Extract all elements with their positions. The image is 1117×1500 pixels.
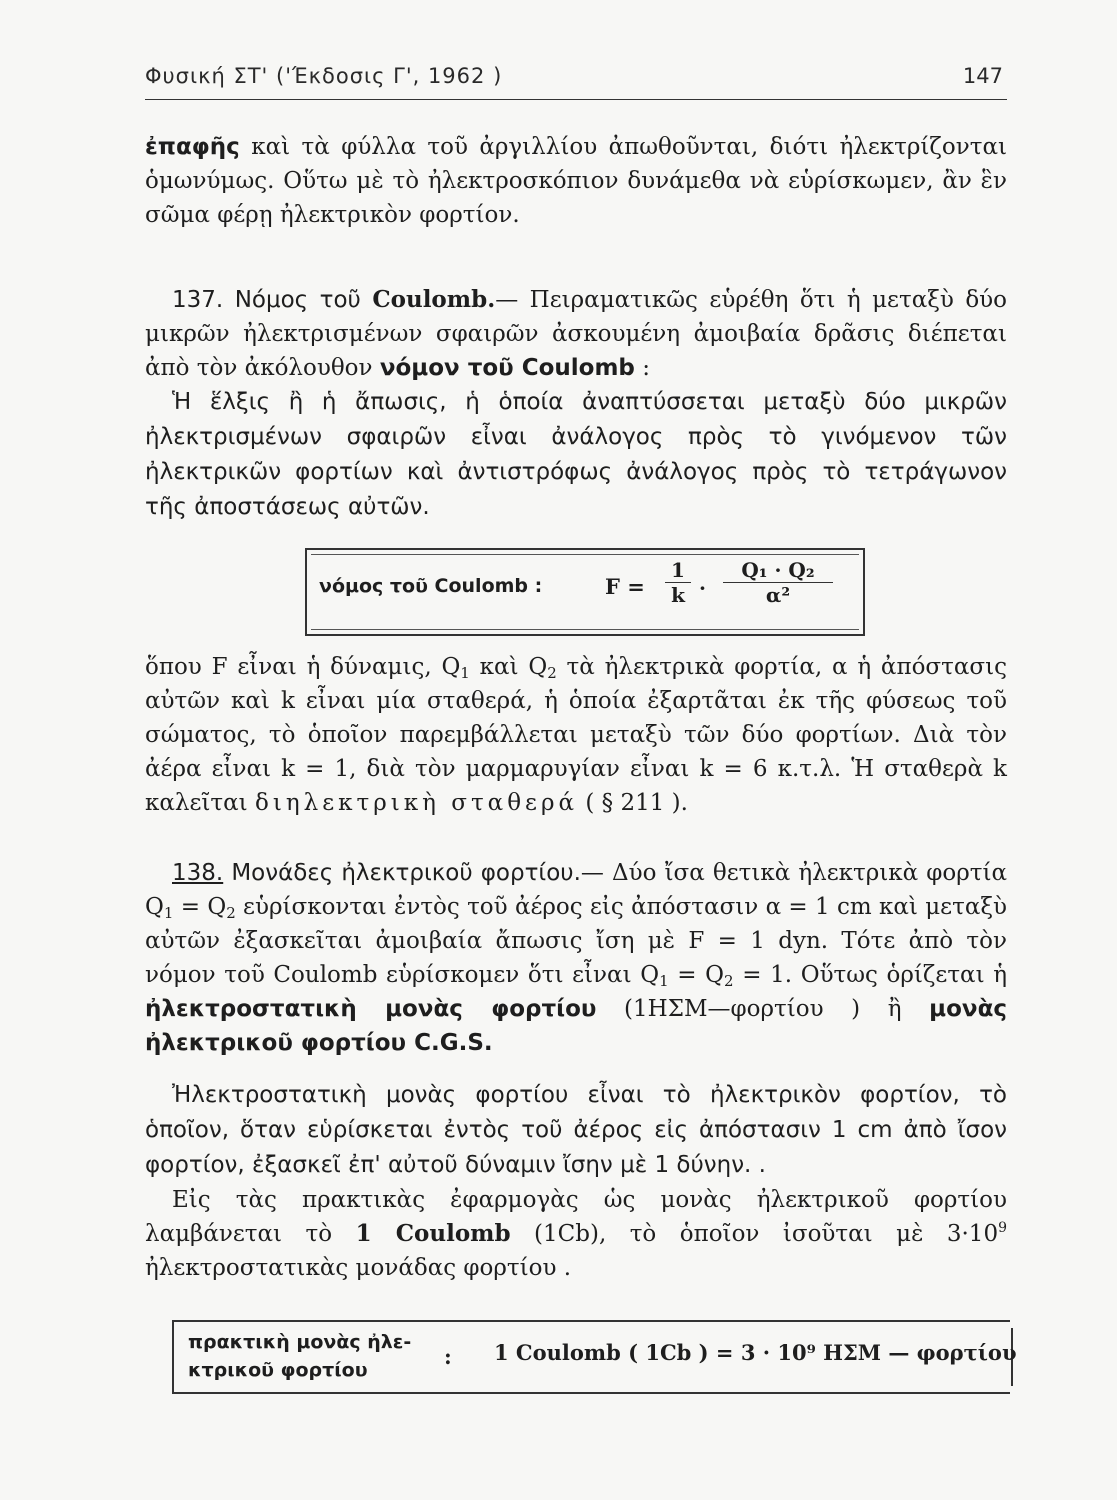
- section-138: [145, 856, 1007, 1060]
- label-line: κτρικοῦ φορτίου: [188, 1359, 368, 1381]
- text-run: (1Cb), τὸ ὁποῖον ἰσοῦται μὲ 3·10: [510, 1221, 999, 1247]
- paragraph-definition: Ἠλεκτροστατικὴ μονὰς φορτίου εἶναι τὸ ἠλεκτρικὸν φορτίον, τὸ ὁποῖον, ὅταν εὑρίσκεται ἐντὸς τοῦ ἀέρος εἰς ἀπόστασιν 1 cm ἀπὸ ἴσον φορτίον, ἐξασκεῖ ἐπ' αὐτοῦ δύναμιν ἴσην μὲ 1 δύνην. .: [145, 1082, 1007, 1178]
- section-number: 137.: [172, 287, 224, 313]
- bold-term: 1 Coulomb: [355, 1220, 511, 1247]
- fraction-numerator: 1: [665, 558, 691, 583]
- paragraph-continuation: [145, 130, 1007, 232]
- colon-text: :: [642, 355, 650, 381]
- text-run: = Q: [668, 962, 725, 988]
- text-run: εὑρίσκονται ἐντὸς τοῦ ἀέρος εἰς ἀπόστασιν α = 1 cm καὶ μεταξὺ αὐτῶν ἐξασκεῖται ἀμοιβαία ἄπωσις ἴση μὲ F = 1 dyn. Τότε ἀπὸ τὸν νόμον τοῦ Coulomb εὑρίσκομεν ὅτι εἶναι Q: [145, 894, 1008, 988]
- formula-lhs: F =: [605, 574, 645, 599]
- multiply-dot: ·: [699, 576, 706, 600]
- unit-box-colon: :: [444, 1344, 452, 1369]
- text-run: = 1. Οὕτως ὁρίζεται ἡ: [733, 962, 1008, 988]
- subscript: 1: [163, 904, 174, 922]
- text-run: ( § 211 ).: [578, 790, 688, 816]
- section-text: — Πειραματικῶς εὑρέθη ὅτι ἡ μεταξὺ δύο μικρῶν ἠλεκτρισμένων σφαιρῶν ἀσκουμένη ἀμοιβαία δρᾶσις διέπεται ἀπὸ τὸν ἀκόλουθον: [145, 287, 1008, 381]
- text-run: — Δύο ἴσα θετικὰ ἠλεκτρικὰ φορτία Q: [145, 860, 1007, 920]
- header-rule: [145, 99, 1007, 100]
- fraction-denominator: k: [671, 583, 685, 607]
- section-title-coulomb: Coulomb.: [372, 286, 496, 313]
- subscript: 1: [659, 972, 669, 990]
- text-run: ἠλεκτροστατικὰς μονάδας φορτίου .: [145, 1255, 572, 1281]
- subscript: 1: [460, 664, 470, 682]
- page-number: 147: [962, 64, 1003, 88]
- bold-term: ἠλεκτροστατικὴ μονὰς φορτίου: [145, 996, 597, 1022]
- paragraph-practical-unit: [145, 1183, 1007, 1285]
- unit-box-label: [188, 1328, 411, 1384]
- paragraph-explanation: [145, 650, 1007, 820]
- paragraph-text: καὶ τὰ φύλλα τοῦ ἀργιλλίου ἀπωθοῦνται, διότι ἠλεκτρίζονται ὁμωνύμως. Οὕτω μὲ τὸ ἠλεκτροσκόπιον δυνάμεθα νὰ εὑρίσκωμεν, ἂν ἓν σῶμα φέρῃ ἠλεκτρικὸν φορτίον.: [145, 134, 1007, 228]
- unit-box: [172, 1320, 1017, 1394]
- section-137: [145, 283, 1007, 385]
- fraction-denominator: α²: [765, 583, 791, 607]
- running-header: [145, 64, 1005, 98]
- section-title: Μονάδες ἠλεκτρικοῦ φορτίου.: [231, 860, 581, 886]
- formula-label: νόμος τοῦ Coulomb :: [319, 575, 543, 597]
- bold-word: ἐπαφῆς: [145, 134, 240, 160]
- fraction-1-over-k: [665, 558, 691, 607]
- label-line: πρακτικὴ μονὰς ἠλε-: [188, 1331, 412, 1353]
- header-title: Φυσική ΣΤ' ('Έκδοσις Γ', 1962 ): [145, 64, 503, 88]
- subscript: 2: [226, 904, 236, 922]
- text-run: ὅπου F εἶναι ἡ δύναμις, Q: [145, 654, 461, 680]
- subscript: 2: [724, 972, 734, 990]
- formula-box: [305, 548, 865, 636]
- fraction-numerator: Q₁ · Q₂: [723, 558, 833, 583]
- bold-term: μονὰς ἠλεκτρικοῦ φορτίου C.G.S.: [145, 996, 1007, 1056]
- spaced-term: διηλεκτρικὴ σταθερά: [255, 790, 579, 816]
- text-run: Εἰς τὰς πρακτικὰς ἐφαρμογὰς ὡς μονὰς ἠλεκτρικοῦ φορτίου λαμβάνεται τὸ: [145, 1187, 1007, 1247]
- superscript: 9: [998, 1220, 1007, 1236]
- section-title: Νόμος τοῦ: [234, 287, 361, 313]
- law-name: νόμον τοῦ Coulomb: [379, 355, 635, 381]
- fraction-charges-over-distance: [723, 558, 833, 607]
- law-statement: Ἡ ἕλξις ἢ ἡ ἄπωσις, ἡ ὁποία ἀναπτύσσεται μεταξὺ δύο μικρῶν ἠλεκτρισμένων σφαιρῶν εἶναι ἀνάλογος πρὸς τὸ γινόμενον τῶν ἠλεκτρικῶν φορτίων καὶ ἀντιστρόφως ἀνάλογος πρὸς τὸ τετράγωνον τῆς ἀποστάσεως αὐτῶν.: [145, 389, 1007, 520]
- text-run: καὶ Q: [469, 654, 548, 680]
- subscript: 2: [547, 664, 557, 682]
- text-run: τὰ ἠλεκτρικὰ φορτία, α ἡ ἀπόστασις αὐτῶν καὶ k εἶναι μία σταθερά, ἡ ὁποία ἐξαρτᾶται ἐκ τῆς φύσεως τοῦ σώματος, τὸ ὁποῖον παρεμβάλλεται μεταξὺ τῶν δύο φορτίων. Διὰ τὸν ἀέρα εἶναι k = 1, διὰ τὸν μαρμαρυγίαν εἶναι k = 6 κ.τ.λ. Ἡ σταθερὰ k καλεῖται: [145, 654, 1007, 816]
- text-run: (1ΗΣΜ—φορτίου ) ἢ: [596, 996, 902, 1022]
- section-number: 138.: [172, 860, 224, 886]
- unit-box-value: 1 Coulomb ( 1Cb ) = 3 · 10⁹ ΗΣΜ — φορτίου: [494, 1340, 1017, 1365]
- text-run: = Q: [173, 894, 227, 920]
